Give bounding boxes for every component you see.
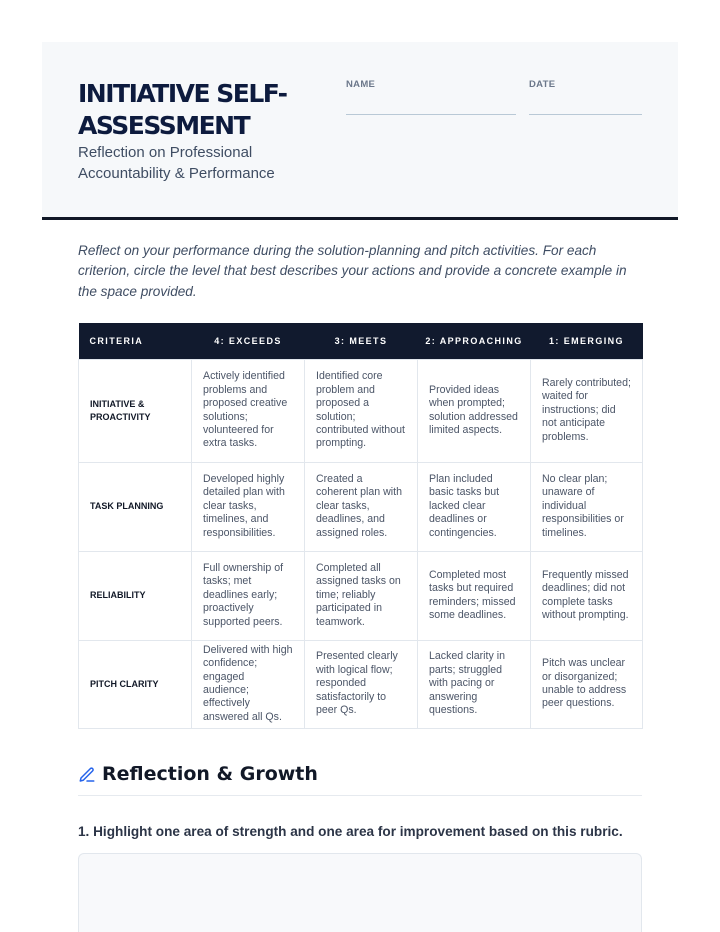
criteria-cell: RELIABILITY bbox=[79, 551, 192, 640]
table-row bbox=[79, 551, 643, 640]
table-row bbox=[79, 462, 643, 551]
level-cell[interactable]: Plan included basic tasks but lacked clear deadlines or contingencies. bbox=[418, 462, 531, 551]
header-meets: 3: MEETS bbox=[305, 323, 418, 359]
criteria-cell: PITCH CLARITY bbox=[79, 640, 192, 728]
level-cell[interactable]: Full ownership of tasks; met deadlines early; proactively supported peers. bbox=[192, 551, 305, 640]
date-label: DATE bbox=[529, 79, 556, 90]
level-cell[interactable]: Pitch was unclear or disorganized; unable to address peer questions. bbox=[531, 640, 643, 728]
header-panel bbox=[42, 42, 678, 220]
pencil-icon bbox=[78, 766, 96, 784]
level-cell[interactable]: No clear plan; unaware of individual responsibilities or timelines. bbox=[531, 462, 643, 551]
level-cell[interactable]: Actively identified problems and proposed creative solutions; volunteered for extra tasks. bbox=[192, 359, 305, 462]
level-cell[interactable]: Delivered with high confidence; engaged audience; effectively answered all Qs. bbox=[192, 640, 305, 728]
page-title: INITIATIVE SELF-ASSESSMENT bbox=[78, 79, 287, 140]
level-cell[interactable]: Frequently missed deadlines; did not complete tasks without prompting. bbox=[531, 551, 643, 640]
criteria-cell: TASK PLANNING bbox=[79, 462, 192, 551]
level-cell[interactable]: Presented clearly with logical flow; responded satisfactorily to peer Qs. bbox=[305, 640, 418, 728]
level-cell[interactable]: Completed all assigned tasks on time; reliably participated in teamwork. bbox=[305, 551, 418, 640]
level-cell[interactable]: Lacked clarity in parts; struggled with pacing or answering questions. bbox=[418, 640, 531, 728]
date-field[interactable] bbox=[529, 114, 642, 115]
level-cell[interactable]: Rarely contributed; waited for instructions; did not anticipate problems. bbox=[531, 359, 643, 462]
header-criteria: CRITERIA bbox=[79, 323, 192, 359]
name-field[interactable] bbox=[346, 114, 516, 115]
criteria-cell: INITIATIVE & PROACTIVITY bbox=[79, 359, 192, 462]
level-cell[interactable]: Completed most tasks but required reminders; missed some deadlines. bbox=[418, 551, 531, 640]
section-title: Reflection & Growth bbox=[102, 763, 318, 785]
question-1: 1. Highlight one area of strength and one area for improvement based on this rubric. bbox=[78, 824, 623, 839]
level-cell[interactable]: Created a coherent plan with clear tasks, deadlines, and assigned roles. bbox=[305, 462, 418, 551]
header-exceeds: 4: EXCEEDS bbox=[192, 323, 305, 359]
answer-field[interactable] bbox=[78, 853, 642, 932]
instructions: Reflect on your performance during the solution-planning and pitch activities. For each criterion, circle the level that best describes your actions and provide a concrete example in the space provided. bbox=[78, 243, 627, 299]
level-cell[interactable]: Developed highly detailed plan with clear tasks, timelines, and responsibilities. bbox=[192, 462, 305, 551]
level-cell[interactable]: Identified core problem and proposed a solution; contributed without prompting. bbox=[305, 359, 418, 462]
table-row bbox=[79, 359, 643, 462]
name-label: NAME bbox=[346, 79, 376, 90]
header-emerging: 1: EMERGING bbox=[531, 323, 643, 359]
level-cell[interactable]: Provided ideas when prompted; solution addressed limited aspects. bbox=[418, 359, 531, 462]
rubric-header-row bbox=[79, 323, 643, 359]
table-row bbox=[79, 640, 643, 728]
page-subtitle: Reflection on Professional Accountability & Performance bbox=[78, 144, 275, 182]
header-approaching: 2: APPROACHING bbox=[418, 323, 531, 359]
section-header bbox=[78, 762, 642, 796]
rubric-table bbox=[78, 323, 643, 729]
